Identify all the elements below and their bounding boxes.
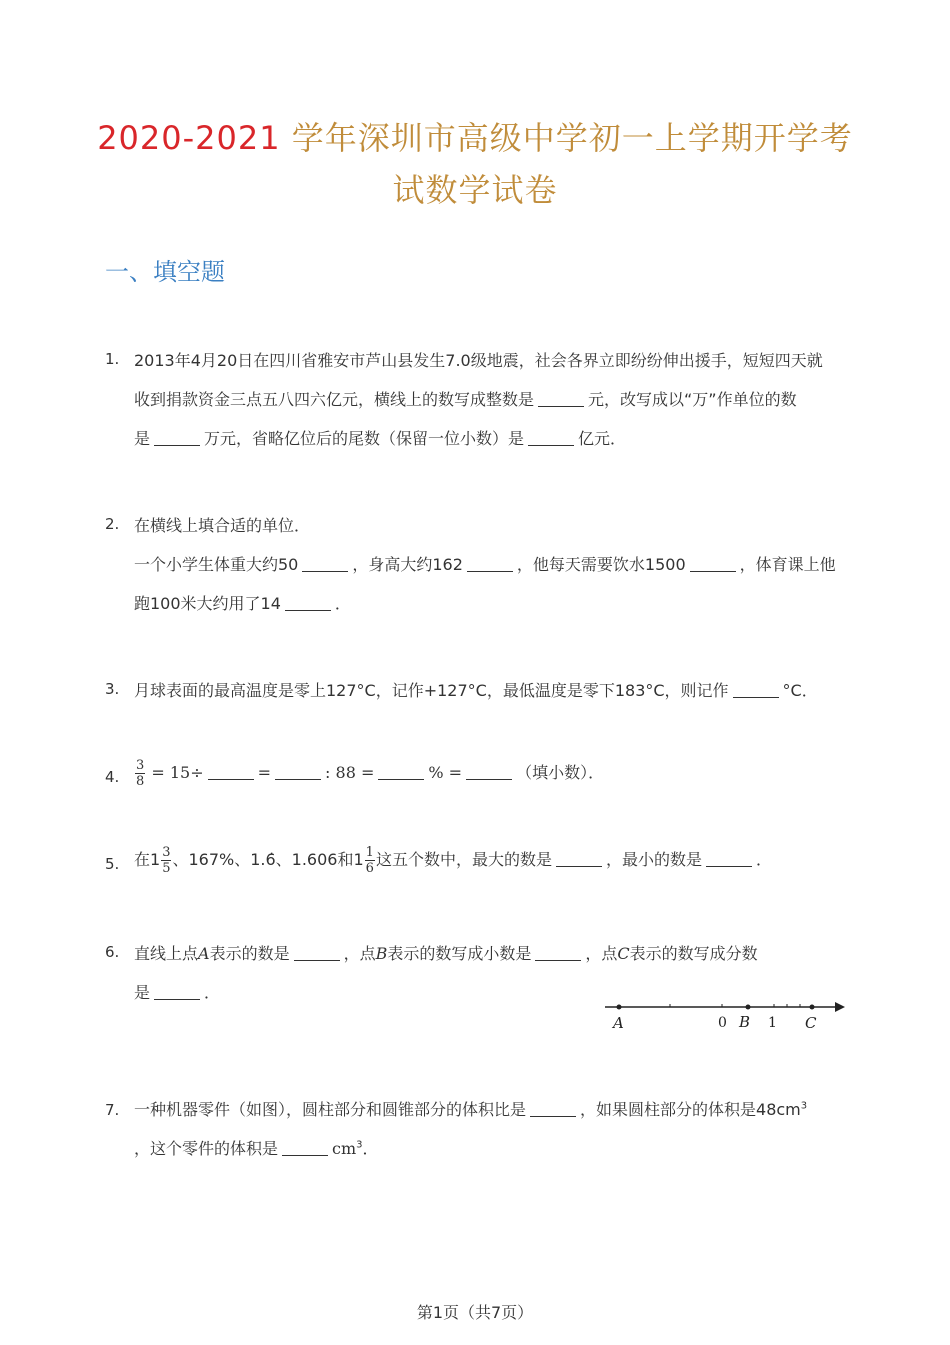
answer-blank[interactable] <box>378 765 424 780</box>
answer-blank[interactable] <box>302 557 348 572</box>
q2-text: ，体育课上他 <box>739 555 836 574</box>
point-b <box>746 1005 751 1010</box>
question-number: 7. <box>105 1101 120 1119</box>
q5-text: 、167%、1.6̇、1.606和1 <box>172 850 364 869</box>
answer-blank[interactable] <box>294 946 340 961</box>
q2-text: 一个小学生体重大约50 <box>134 555 299 574</box>
answer-blank[interactable] <box>282 1141 328 1156</box>
q4-text: （填小数）． <box>516 763 605 782</box>
answer-blank[interactable] <box>208 765 254 780</box>
q6-text: ，点 <box>343 944 376 963</box>
denominator: 8 <box>136 774 145 789</box>
q7-text: ，如果圆柱部分的体积是48cm <box>580 1100 801 1119</box>
q6-text: 直线上点 <box>134 944 199 963</box>
point-a <box>617 1005 622 1010</box>
q1-line1: 2013年4月20日在四川省雅安市芦山县发生7.0级地震，社会各界立即纷纷伸出援手，短短四天就 <box>134 351 823 370</box>
answer-blank[interactable] <box>275 765 321 780</box>
q5-text: 在1 <box>134 850 161 869</box>
q7-text: cm <box>332 1139 357 1158</box>
answer-blank[interactable] <box>154 431 200 446</box>
point-label: A <box>198 944 210 963</box>
question-number: 3. <box>105 680 120 698</box>
q4-text: = 15÷ <box>151 763 204 782</box>
q3-text: °C． <box>782 681 818 700</box>
point-label: C <box>617 944 630 963</box>
denominator: 6 <box>365 861 374 876</box>
answer-blank[interactable] <box>538 392 584 407</box>
q7-text: 一种机器零件（如图），圆柱部分和圆锥部分的体积比是 <box>134 1100 527 1119</box>
q1-text: 亿元． <box>578 429 627 448</box>
q7-text: ． <box>362 1139 379 1158</box>
q6-text: 是 <box>134 983 151 1002</box>
q5-line1 <box>134 845 772 876</box>
q2-text: 跑100米大约用了14 <box>134 594 281 613</box>
q1-text: 收到捐款资金三点五八四六亿元，横线上的数写成整数是 <box>134 390 535 409</box>
q4-text: % = <box>428 763 463 782</box>
answer-blank[interactable] <box>530 1102 576 1117</box>
q5-text: 这五个数中，最大的数是 <box>375 850 552 869</box>
q1-text: 元，改写成以“万”作单位的数 <box>588 390 797 409</box>
numerator: 1 <box>365 845 374 860</box>
q6-line2 <box>134 980 220 1003</box>
q6-text: 表示的数写成小数是 <box>387 944 532 963</box>
q1-text: 万元，省略亿位后的尾数（保留一位小数）是 <box>204 429 525 448</box>
answer-blank[interactable] <box>466 765 512 780</box>
q5-text: ，最小的数是 <box>605 850 702 869</box>
q1-line2 <box>134 387 797 410</box>
axis-label-1: 1 <box>768 1015 777 1031</box>
superscript: 3 <box>800 1100 808 1112</box>
question-number: 2. <box>105 515 120 533</box>
answer-blank[interactable] <box>285 596 331 611</box>
axis-label-a: A <box>613 1014 624 1032</box>
question-number: 5. <box>105 855 120 873</box>
axis-label-b: B <box>739 1013 751 1031</box>
arrow-icon <box>835 1002 845 1012</box>
q5-text: ． <box>755 850 772 869</box>
point-c <box>810 1005 815 1010</box>
point-label: B <box>375 944 388 963</box>
answer-blank[interactable] <box>706 852 752 867</box>
q7-line1 <box>134 1097 807 1120</box>
q6-text: 表示的数是 <box>209 944 290 963</box>
answer-blank[interactable] <box>535 946 581 961</box>
q2-line3 <box>134 591 351 614</box>
answer-blank[interactable] <box>556 852 602 867</box>
q2-text: ． <box>334 594 351 613</box>
answer-blank[interactable] <box>467 557 513 572</box>
denominator: 5 <box>162 861 171 876</box>
page-title <box>60 112 890 216</box>
axis-label-0: 0 <box>718 1015 727 1031</box>
section-heading: 一、填空题 <box>105 258 225 286</box>
q1-line3 <box>134 426 626 449</box>
q7-line2 <box>134 1136 379 1159</box>
superscript: 3 <box>356 1139 363 1151</box>
q6-line1 <box>134 941 758 964</box>
title-year: 2020-2021 <box>97 119 281 157</box>
numerator: 3 <box>162 845 171 860</box>
title-line1: 学年深圳市高级中学初一上学期开学考 <box>291 119 853 157</box>
q2-text: ，他每天需要饮水1500 <box>516 555 686 574</box>
answer-blank[interactable] <box>733 683 779 698</box>
answer-blank[interactable] <box>528 431 574 446</box>
page-footer: 第1页（共7页） <box>416 1303 534 1322</box>
question-number: 6. <box>105 943 120 961</box>
q2-line2 <box>134 552 836 575</box>
fraction <box>365 845 375 876</box>
q2-line1: 在横线上填合适的单位． <box>134 516 311 535</box>
q1-text: 是 <box>134 429 151 448</box>
q6-text: 表示的数写成分数 <box>629 944 758 963</box>
q4-line1 <box>134 758 604 789</box>
q3-line1 <box>134 678 818 701</box>
fraction <box>135 758 145 789</box>
q4-text: : 88 = <box>325 763 375 782</box>
q2-text: ，身高大约162 <box>352 555 463 574</box>
number-line-figure <box>605 995 850 1035</box>
title-line2: 试数学试卷 <box>392 171 558 209</box>
q6-text: ，点 <box>585 944 618 963</box>
q4-text: = <box>257 763 272 782</box>
numerator: 3 <box>136 758 145 773</box>
axis-label-c: C <box>805 1014 817 1032</box>
q3-text: 月球表面的最高温度是零上127°C，记作+127°C，最低温度是零下183°C，则记作 <box>134 681 729 700</box>
q6-text: ． <box>204 983 221 1002</box>
q7-text: ，这个零件的体积是 <box>134 1139 279 1158</box>
fraction <box>161 845 171 876</box>
answer-blank[interactable] <box>154 985 200 1000</box>
question-number: 1. <box>105 350 120 368</box>
answer-blank[interactable] <box>690 557 736 572</box>
question-number: 4. <box>105 768 120 786</box>
